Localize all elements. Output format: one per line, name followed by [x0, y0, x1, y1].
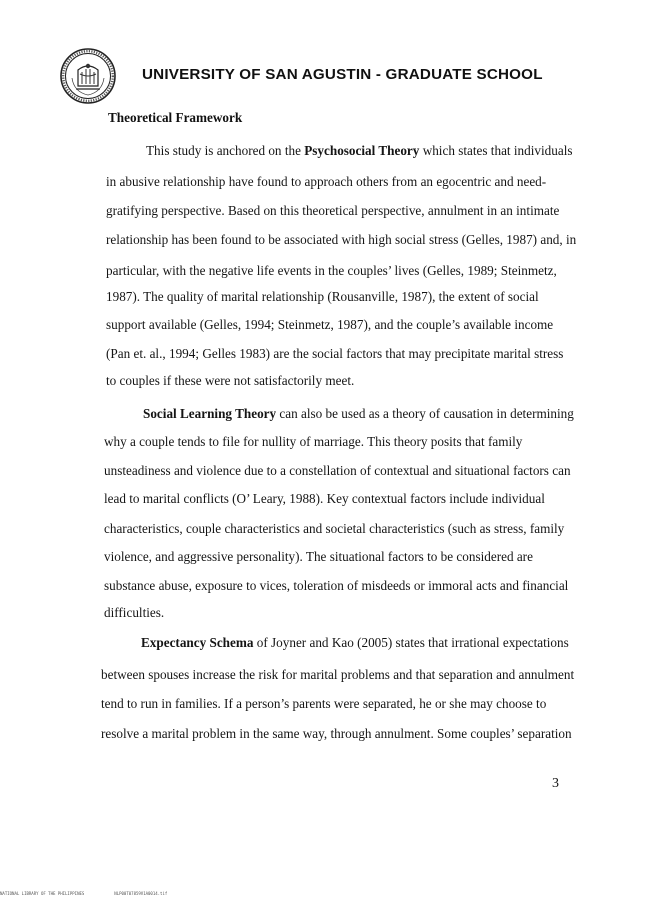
paragraph1-line7: support available (Gelles, 1994; Steinmetz, 1987), and the couple’s available income — [106, 317, 554, 332]
library-stamp: NATIONAL LIBRARY OF THE PHILIPPINES — [0, 891, 85, 896]
paragraph2-line8: difficulties. — [104, 605, 165, 620]
paragraph2-line5: characteristics, couple characteristics and societal characteristics (such as stress, family — [104, 521, 565, 536]
paragraph1-line1: This study is anchored on the Psychosocial Theory which states that individuals — [146, 143, 573, 158]
expectancy-schema-term: Expectancy Schema — [141, 635, 254, 650]
paragraph3-line3: tend to run in families. If a person’s parents were separated, he or she may choose to — [101, 696, 547, 711]
paragraph1-line9: to couples if these were not satisfactorily meet. — [106, 373, 355, 388]
paragraph2-line3: unsteadiness and violence due to a constellation of contextual and situational factors can — [104, 463, 571, 478]
school-header: UNIVERSITY OF SAN AGUSTIN - GRADUATE SCHOOL — [142, 66, 543, 83]
paragraph2-line6: violence, and aggressive personality). The situational factors to be considered are — [104, 549, 533, 564]
university-seal-icon — [60, 48, 116, 104]
paragraph1-line2: in abusive relationship have found to approach others from an egocentric and need- — [106, 174, 547, 189]
paragraph1-line4: relationship has been found to be associated with high social stress (Gelles, 1987) and, in — [106, 232, 577, 247]
social-learning-theory-term: Social Learning Theory — [143, 406, 277, 421]
paragraph2-line7: substance abuse, exposure to vices, toleration of misdeeds or immoral acts and financial — [104, 578, 569, 593]
psychosocial-theory-term: Psychosocial Theory — [304, 143, 420, 158]
paragraph3-line1: Expectancy Schema of Joyner and Kao (2005) states that irrational expectations — [141, 635, 569, 650]
paragraph1-line8: (Pan et. al., 1994; Gelles 1983) are the social factors that may precipitate marital stress — [106, 346, 564, 361]
paragraph3-line2: between spouses increase the risk for marital problems and that separation and annulment — [101, 667, 575, 682]
paragraph1-line6: 1987). The quality of marital relationship (Rousanville, 1987), the extent of social — [106, 289, 539, 304]
paragraph3-line4: resolve a marital problem in the same way, through annulment. Some couples’ separation — [101, 726, 572, 741]
paragraph2-line2: why a couple tends to file for nullity of marriage. This theory posits that family — [104, 434, 523, 449]
paragraph1-line5: particular, with the negative life events in the couples’ lives (Gelles, 1989; Steinmetz, — [106, 263, 557, 278]
section-title: Theoretical Framework — [108, 110, 243, 125]
page-number: 3 — [552, 776, 559, 791]
paragraph2-line4: lead to marital conflicts (O’ Leary, 1988). Key contextual factors include individual — [104, 491, 545, 506]
file-code: NLP00T07859V1A0014.tif — [114, 891, 168, 896]
paragraph2-line1: Social Learning Theory can also be used as a theory of causation in determining — [143, 406, 574, 421]
paragraph1-line3: gratifying perspective. Based on this theoretical perspective, annulment in an intimate — [106, 203, 560, 218]
scan-footer-stamp — [0, 891, 197, 896]
